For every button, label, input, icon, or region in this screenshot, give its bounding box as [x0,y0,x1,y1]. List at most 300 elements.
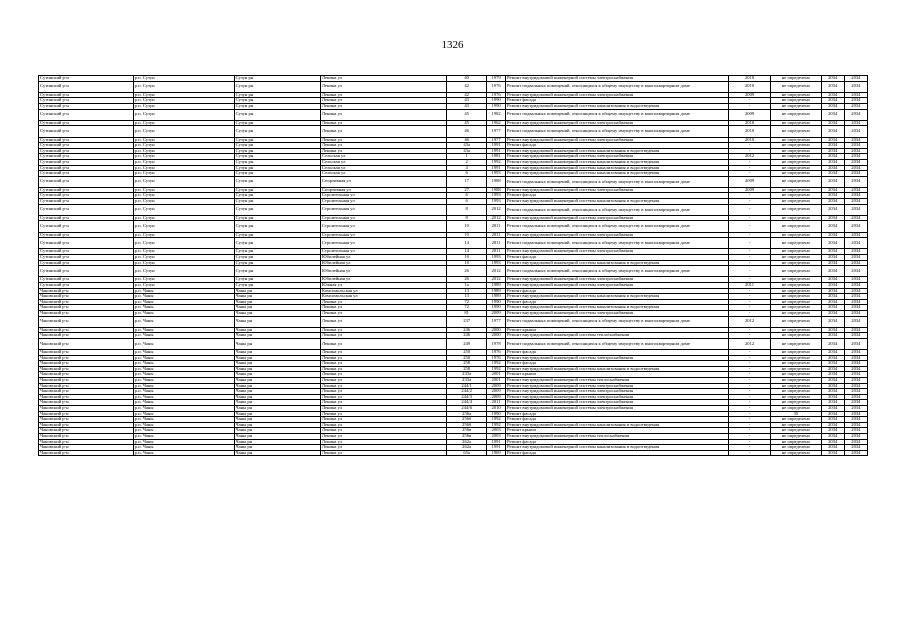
plan-end-cell: 2034 [844,215,867,221]
street-cell: Строительная ул [320,215,446,221]
build-year-cell: 1976 [487,92,506,98]
house-number-cell: 43 [447,98,487,104]
work-type-cell: Ремонт фасада [506,98,729,104]
municipality-cell: Сузун рн [234,92,320,98]
build-year-cell: 2009 [487,394,506,400]
table-row [39,109,868,120]
district-cell: Чановский р-н [39,439,134,445]
plan-start-cell: 2034 [821,232,844,238]
cost-cell: не определено [771,428,821,434]
last-repair-year-cell: - [729,378,771,384]
plan-start-cell: 2034 [821,120,844,126]
plan-start-cell: 2034 [821,434,844,440]
settlement-cell: р.п. Сузун [133,109,234,120]
street-cell: Строительная ул [320,204,446,215]
build-year-cell: 2009 [487,310,506,316]
work-type-cell: Ремонт внутридомовой инженерной системы канализования и водоотведения [506,103,729,109]
work-type-cell: Ремонт внутридомовой инженерной системы канализования и водоотведения [506,260,729,266]
district-cell: Сутинский р-н [39,255,134,261]
cost-cell: не определено [771,294,821,300]
last-repair-year-cell: - [729,372,771,378]
house-number-cell: 244/6 [447,406,487,412]
plan-end-cell: 2034 [844,450,867,456]
settlement-cell: р.п. Сузун [133,282,234,288]
plan-end-cell: 2034 [844,378,867,384]
plan-end-cell: 2034 [844,294,867,300]
district-cell: Сутинский р-н [39,171,134,177]
street-cell: Ленина ул [320,422,446,428]
plan-end-cell: 2034 [844,417,867,423]
municipality-cell: Чаны рн [234,288,320,294]
municipality-cell: Сузун рн [234,187,320,193]
cost-cell: 35 [771,411,821,417]
plan-end-cell: 2034 [844,400,867,406]
cost-cell: не определено [771,120,821,126]
settlement-cell: р.п. Сузун [133,204,234,215]
cost-cell: не определено [771,165,821,171]
table-row [39,316,868,327]
work-type-cell: Ремонт подвальных помещений, относящихся к общему имуществу в многоквартирном доме [506,204,729,215]
house-number-cell: 45 [447,109,487,120]
work-type-cell: Ремонт крыши [506,327,729,333]
district-cell: Сутинский р-н [39,126,134,137]
last-repair-year-cell: - [729,305,771,311]
house-number-cell: 233а [447,378,487,384]
build-year-cell: 1976 [487,350,506,356]
plan-end-cell: 2034 [844,238,867,249]
house-number-cell: 13 [447,288,487,294]
plan-start-cell: 2034 [821,221,844,232]
house-number-cell: 2 [447,159,487,165]
street-cell: Юбилейная ул [320,277,446,283]
street-cell: Ленина ул [320,92,446,98]
plan-end-cell: 2034 [844,366,867,372]
street-cell: Юбилейная ул [320,266,446,277]
repair-schedule-table [38,75,868,456]
plan-end-cell: 2034 [844,187,867,193]
cost-cell: не определено [771,372,821,378]
settlement-cell: р.п. Сузун [133,260,234,266]
district-cell: Сутинский р-н [39,109,134,120]
work-type-cell: Ремонт подвальных помещений, относящихся к общему имуществу в многоквартирном доме [506,126,729,137]
plan-end-cell: 2034 [844,361,867,367]
street-cell: Юбилейная ул [320,255,446,261]
cost-cell: не определено [771,450,821,456]
house-number-cell: 250 [447,350,487,356]
municipality-cell: Сузун рн [234,103,320,109]
plan-end-cell: 2034 [844,406,867,412]
build-year-cell: 1993 [487,255,506,261]
cost-cell: не определено [771,434,821,440]
last-repair-year-cell: - [729,361,771,367]
build-year-cell: 2012 [487,266,506,277]
municipality-cell: Сузун рн [234,165,320,171]
house-number-cell: 10 [447,221,487,232]
municipality-cell: Чаны рн [234,439,320,445]
plan-start-cell: 2034 [821,266,844,277]
last-repair-year-cell: 2009 [729,176,771,187]
municipality-cell: Чаны рн [234,372,320,378]
street-cell: Ленина ул [320,445,446,451]
settlement-cell: р.п. Чаны [133,411,234,417]
district-cell: Чановский р-н [39,366,134,372]
street-cell: Ленина ул [320,400,446,406]
plan-start-cell: 2034 [821,148,844,154]
municipality-cell: Сузун рн [234,159,320,165]
cost-cell: не определено [771,316,821,327]
last-repair-year-cell: - [729,434,771,440]
plan-end-cell: 2034 [844,249,867,255]
work-type-cell: Ремонт внутридомовой инженерной системы электроснабжения [506,383,729,389]
cost-cell: не определено [771,266,821,277]
build-year-cell: 1991 [487,445,506,451]
municipality-cell: Чаны рн [234,305,320,311]
work-type-cell: Ремонт фасада [506,299,729,305]
municipality-cell: Чаны рн [234,400,320,406]
plan-start-cell: 2034 [821,333,844,339]
work-type-cell: Ремонт внутридомовой инженерной системы электроснабжения [506,310,729,316]
house-number-cell: 256б [447,417,487,423]
house-number-cell: 72 [447,305,487,311]
house-number-cell: 40 [447,76,487,82]
build-year-cell: 1991 [487,148,506,154]
last-repair-year-cell: - [729,366,771,372]
plan-start-cell: 2034 [821,103,844,109]
street-cell: Ленина ул [320,299,446,305]
cost-cell: не определено [771,232,821,238]
work-type-cell: Ремонт подвальных помещений, относящихся к общему имуществу в многоквартирном доме [506,221,729,232]
last-repair-year-cell: - [729,288,771,294]
build-year-cell: 1962 [487,120,506,126]
plan-start-cell: 2034 [821,366,844,372]
cost-cell: не определено [771,333,821,339]
cost-cell: не определено [771,355,821,361]
build-year-cell: 1993 [487,193,506,199]
house-number-cell: 6 [447,199,487,205]
district-cell: Сутинский р-н [39,232,134,238]
street-cell: Ленина ул [320,137,446,143]
work-type-cell: Ремонт фасада [506,193,729,199]
settlement-cell: р.п. Сузун [133,193,234,199]
last-repair-year-cell: - [729,355,771,361]
last-repair-year-cell: - [729,266,771,277]
house-number-cell: 13 [447,294,487,300]
work-type-cell: Ремонт внутридомовой инженерной системы электроснабжения [506,394,729,400]
build-year-cell: 1993 [487,260,506,266]
settlement-cell: р.п. Сузун [133,277,234,283]
last-repair-year-cell: 2010 [729,120,771,126]
last-repair-year-cell: - [729,422,771,428]
house-number-cell: 42 [447,92,487,98]
street-cell: Ленина ул [320,350,446,356]
plan-end-cell: 2034 [844,109,867,120]
plan-start-cell: 2034 [821,394,844,400]
build-year-cell: 2009 [487,389,506,395]
settlement-cell: р.п. Чаны [133,316,234,327]
cost-cell: не определено [771,76,821,82]
house-number-cell: 42 [447,81,487,92]
settlement-cell: р.п. Сузун [133,92,234,98]
build-year-cell: 2012 [487,204,506,215]
plan-end-cell: 2034 [844,333,867,339]
plan-end-cell: 2034 [844,81,867,92]
municipality-cell: Чаны рн [234,434,320,440]
plan-start-cell: 2034 [821,238,844,249]
plan-start-cell: 2034 [821,193,844,199]
plan-start-cell: 2034 [821,176,844,187]
plan-start-cell: 2034 [821,400,844,406]
work-type-cell: Ремонт внутридомовой инженерной системы электроснабжения [506,232,729,238]
cost-cell: не определено [771,400,821,406]
last-repair-year-cell: - [729,238,771,249]
plan-start-cell: 2034 [821,81,844,92]
district-cell: Чановский р-н [39,327,134,333]
plan-start-cell: 2034 [821,282,844,288]
settlement-cell: р.п. Чаны [133,450,234,456]
cost-cell: не определено [771,406,821,412]
district-cell: Сутинский р-н [39,249,134,255]
district-cell: Сутинский р-н [39,187,134,193]
settlement-cell: р.п. Сузун [133,81,234,92]
settlement-cell: р.п. Чаны [133,305,234,311]
work-type-cell: Ремонт фасада [506,450,729,456]
plan-start-cell: 2034 [821,294,844,300]
municipality-cell: Сузун рн [234,232,320,238]
build-year-cell: 2012 [487,277,506,283]
settlement-cell: р.п. Сузун [133,148,234,154]
plan-end-cell: 2034 [844,126,867,137]
street-cell: Ленина ул [320,355,446,361]
last-repair-year-cell: - [729,148,771,154]
settlement-cell: р.п. Сузун [133,137,234,143]
municipality-cell: Чаны рн [234,338,320,349]
work-type-cell: Ремонт фасада [506,288,729,294]
municipality-cell: Чаны рн [234,378,320,384]
house-number-cell: 262а [447,445,487,451]
house-number-cell: 6 [447,171,487,177]
plan-start-cell: 2034 [821,277,844,283]
municipality-cell: Чаны рн [234,366,320,372]
house-number-cell: 258 [447,361,487,367]
district-cell: Чановский р-н [39,350,134,356]
municipality-cell: Чаны рн [234,428,320,434]
municipality-cell: Сузун рн [234,193,320,199]
build-year-cell: 2001 [487,378,506,384]
house-number-cell: 244/4 [447,400,487,406]
plan-end-cell: 2034 [844,445,867,451]
settlement-cell: р.п. Сузун [133,255,234,261]
work-type-cell: Ремонт подвальных помещений, относящихся к общему имуществу в многоквартирном доме [506,109,729,120]
last-repair-year-cell: - [729,327,771,333]
plan-end-cell: 2034 [844,159,867,165]
house-number-cell: 1б [447,255,487,261]
last-repair-year-cell: 2012 [729,316,771,327]
last-repair-year-cell: - [729,199,771,205]
cost-cell: не определено [771,361,821,367]
settlement-cell: р.п. Сузун [133,232,234,238]
municipality-cell: Сузун рн [234,221,320,232]
settlement-cell: р.п. Чаны [133,327,234,333]
plan-start-cell: 2034 [821,406,844,412]
cost-cell: не определено [771,383,821,389]
street-cell: Спортивная ул [320,187,446,193]
last-repair-year-cell: - [729,333,771,339]
cost-cell: не определено [771,159,821,165]
municipality-cell: Чаны рн [234,355,320,361]
plan-end-cell: 2034 [844,255,867,261]
build-year-cell: 1979 [487,76,506,82]
plan-end-cell: 2034 [844,389,867,395]
work-type-cell: Ремонт внутридомовой инженерной системы канализования и водоотведения [506,199,729,205]
plan-start-cell: 2034 [821,98,844,104]
plan-end-cell: 2034 [844,316,867,327]
municipality-cell: Сузун рн [234,143,320,149]
build-year-cell: 1990 [487,103,506,109]
build-year-cell: 1988 [487,187,506,193]
street-cell: Ленина ул [320,411,446,417]
last-repair-year-cell: - [729,165,771,171]
street-cell: Южная ул [320,282,446,288]
cost-cell: не определено [771,215,821,221]
build-year-cell: 1992 [487,366,506,372]
work-type-cell: Ремонт внутридомовой инженерной системы теплоснабжения [506,333,729,339]
build-year-cell: 1976 [487,355,506,361]
plan-end-cell: 2034 [844,221,867,232]
build-year-cell: 1977 [487,316,506,327]
plan-start-cell: 2034 [821,372,844,378]
street-cell: Ленина ул [320,76,446,82]
house-number-cell: 14 [447,238,487,249]
settlement-cell: р.п. Чаны [133,288,234,294]
settlement-cell: р.п. Чаны [133,428,234,434]
settlement-cell: р.п. Чаны [133,366,234,372]
settlement-cell: р.п. Чаны [133,400,234,406]
plan-end-cell: 2034 [844,103,867,109]
settlement-cell: р.п. Чаны [133,389,234,395]
last-repair-year-cell: 2010 [729,137,771,143]
last-repair-year-cell: - [729,294,771,300]
build-year-cell: 1982 [487,109,506,120]
plan-start-cell: 2034 [821,310,844,316]
cost-cell: не определено [771,98,821,104]
work-type-cell: Ремонт внутридомовой инженерной системы канализования и водоотведения [506,165,729,171]
district-cell: Чановский р-н [39,383,134,389]
house-number-cell: 43а [447,148,487,154]
build-year-cell: 1990 [487,98,506,104]
street-cell: Ленина ул [320,148,446,154]
work-type-cell: Ремонт внутридомовой инженерной системы теплоснабжения [506,378,729,384]
street-cell: Ленина ул [320,126,446,137]
plan-start-cell: 2034 [821,299,844,305]
district-cell: Чановский р-н [39,294,134,300]
plan-start-cell: 2034 [821,450,844,456]
build-year-cell: 2003 [487,428,506,434]
plan-end-cell: 2034 [844,92,867,98]
plan-start-cell: 2034 [821,143,844,149]
settlement-cell: р.п. Сузун [133,159,234,165]
work-type-cell: Ремонт внутридомовой инженерной системы электроснабжения [506,400,729,406]
district-cell: Сутинский р-н [39,266,134,277]
street-cell: Ленина ул [320,428,446,434]
last-repair-year-cell: 2010 [729,76,771,82]
build-year-cell: 1988 [487,176,506,187]
last-repair-year-cell: - [729,98,771,104]
build-year-cell: 1992 [487,417,506,423]
work-type-cell: Ремонт внутридомовой инженерной системы канализования и водоотведения [506,305,729,311]
plan-start-cell: 2034 [821,137,844,143]
settlement-cell: р.п. Чаны [133,434,234,440]
plan-start-cell: 2034 [821,199,844,205]
work-type-cell: Ремонт внутридомовой инженерной системы канализования и водоотведения [506,294,729,300]
street-cell: Ленина ул [320,389,446,395]
street-cell: Ленина ул [320,378,446,384]
municipality-cell: Сузун рн [234,204,320,215]
street-cell: Ленина ул [320,406,446,412]
house-number-cell: 256б [447,422,487,428]
plan-end-cell: 2034 [844,199,867,205]
last-repair-year-cell: - [729,221,771,232]
street-cell: Ленина ул [320,383,446,389]
plan-start-cell: 2034 [821,249,844,255]
plan-start-cell: 2034 [821,383,844,389]
municipality-cell: Сузун рн [234,282,320,288]
district-cell: Сутинский р-н [39,120,134,126]
work-type-cell: Ремонт фасада [506,361,729,367]
work-type-cell: Ремонт внутридомовой инженерной системы электроснабжения [506,120,729,126]
house-number-cell: 8 [447,204,487,215]
municipality-cell: Сузун рн [234,249,320,255]
district-cell: Чановский р-н [39,378,134,384]
house-number-cell: 246 [447,327,487,333]
plan-start-cell: 2034 [821,378,844,384]
municipality-cell: Сузун рн [234,120,320,126]
plan-start-cell: 2034 [821,165,844,171]
build-year-cell: 1990 [487,299,506,305]
house-number-cell: 250 [447,355,487,361]
cost-cell: не определено [771,126,821,137]
house-number-cell: 72 [447,299,487,305]
work-type-cell: Ремонт внутридомовой инженерной системы канализования и водоотведения [506,366,729,372]
last-repair-year-cell: 2012 [729,338,771,349]
municipality-cell: Сузун рн [234,277,320,283]
cost-cell: не определено [771,204,821,215]
street-cell: Сельская ул [320,154,446,160]
work-type-cell: Ремонт фасада [506,417,729,423]
municipality-cell: Чаны рн [234,294,320,300]
district-cell: Чановский р-н [39,422,134,428]
district-cell: Сутинский р-н [39,165,134,171]
build-year-cell: 1981 [487,154,506,160]
table-row [39,266,868,277]
house-number-cell: 46 [447,137,487,143]
plan-end-cell: 2034 [844,143,867,149]
street-cell: Ленина ул [320,143,446,149]
house-number-cell: 26 [447,266,487,277]
house-number-cell: 1б [447,260,487,266]
work-type-cell: Ремонт подвальных помещений, относящихся к общему имуществу в многоквартирном доме [506,176,729,187]
municipality-cell: Сузун рн [234,81,320,92]
plan-start-cell: 2034 [821,126,844,137]
cost-cell: не определено [771,176,821,187]
repair-schedule-table-wrapper [38,75,868,456]
settlement-cell: р.п. Чаны [133,338,234,349]
district-cell: Сутинский р-н [39,282,134,288]
work-type-cell: Ремонт внутридомовой инженерной системы электроснабжения [506,282,729,288]
cost-cell: не определено [771,310,821,316]
last-repair-year-cell: - [729,232,771,238]
municipality-cell: Сузун рн [234,76,320,82]
district-cell: Сутинский р-н [39,159,134,165]
